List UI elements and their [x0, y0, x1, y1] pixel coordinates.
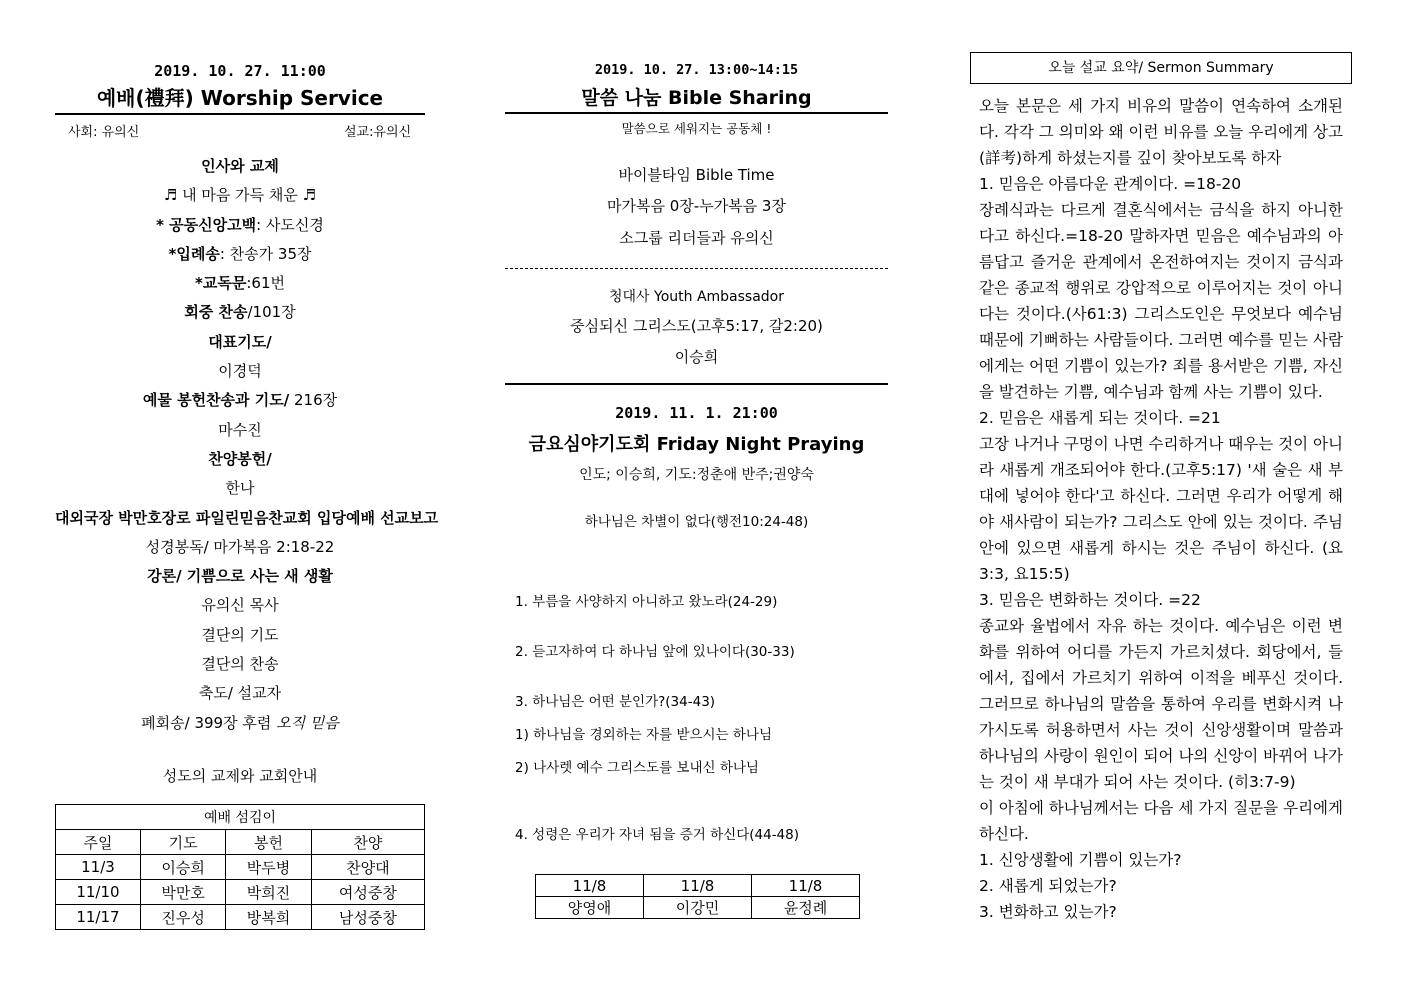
duty-header: 봉헌	[226, 830, 311, 855]
friday-roles: 인도; 이승희, 기도:정춘애 반주;권양숙	[579, 467, 814, 483]
worship-order	[55, 152, 439, 738]
order-item: 결단의 기도	[201, 625, 279, 644]
friday-point: 2) 나사렛 예수 그리스도를 보내신 하나님	[515, 760, 759, 776]
friday-point: 4. 성령은 우리가 자녀 됨을 증거 하신다(44-48)	[515, 827, 800, 843]
order-item: *입례송: 찬송가 35장	[168, 244, 312, 263]
sermon-body	[979, 93, 1343, 925]
youth-speaker: 이승희	[674, 348, 719, 366]
duty-cell: 여성중창	[311, 880, 424, 905]
worship-divider	[55, 113, 425, 115]
order-item: 유의신 목사	[201, 596, 279, 615]
duty-cell: 11/3	[56, 855, 141, 880]
order-item: * 공동신앙고백: 사도신경	[156, 215, 324, 234]
friday-duty-header: 11/8	[536, 875, 644, 897]
order-item: 회중 찬송/101장	[184, 303, 296, 322]
bible-time-range: 마가복음 0장-누가복음 3장	[607, 197, 786, 215]
sermon-paragraph: 1. 믿음은 아름다운 관계이다. =18-20	[979, 175, 1242, 193]
friday-point: 1. 부름을 사양하지 아니하고 왔노라(24-29)	[515, 594, 778, 610]
friday-duty-header: 11/8	[644, 875, 752, 897]
bible-sharing-motto: 말씀으로 세워지는 공동체 !	[621, 121, 772, 136]
sermon-paragraph: 2. 믿음은 새롭게 되는 것이다. =21	[979, 409, 1221, 427]
order-item: 축도/ 설교자	[198, 684, 282, 703]
table-row	[56, 880, 425, 905]
table-row	[56, 905, 425, 930]
sermon-paragraph: 2. 새롭게 되었는가?	[979, 877, 1117, 895]
friday-point: 2. 듣고자하여 다 하나님 앞에 있나이다(30-33)	[515, 644, 795, 660]
order-item: 대외국장 박만호장로 파일린믿음찬교회 입당예배 선교보고	[55, 508, 439, 527]
sermon-paragraph: 이 아침에 하나님께서는 다음 세 가지 질문을 우리에게 하신다.	[979, 799, 1343, 843]
duty-cell: 박두병	[226, 855, 311, 880]
sermon-paragraph: 고장 나거나 구멍이 나면 수리하거나 때우는 것이 아니라 새롭게 개조되어야 한다.(고후5:17) '새 술은 새 부대에 넣어야 한다'고 하신다. 그러면 우리가 어떻게 해야 새사람이 되는가? 그리스도 안에 있는 것이다. 주님 안에 있으면 새롭게 하시는 것은 주님이 하신다. (요3:3, 요15:5)	[979, 435, 1343, 583]
sermon-heading: 오늘 설교 요약/ Sermon Summary	[970, 52, 1352, 84]
duty-cell: 박만호	[140, 880, 225, 905]
table-row	[56, 855, 425, 880]
worship-presider: 사회: 유의신	[68, 125, 140, 140]
duty-table-title: 예배 섬김이	[56, 805, 425, 830]
friday-title: 금요심야기도회 Friday Night Praying	[528, 434, 865, 455]
friday-duty-header: 11/8	[752, 875, 860, 897]
sermon-paragraph: 장례식과는 다르게 결혼식에서는 금식을 하지 아니한다고 하신다.=18-20 말하자면 믿음은 예수님과의 아름답고 즐거운 관계에서 온전하여지는 것이지 금식과 같은 종교적 행위로 강압적으로 이루어지는 것이 아니다는 것이다.(사61:3) 그리스도인은 무엇보다 예수님 때문에 기뻐하는 사람들이다. 그러면 예수를 믿는 사람에게는 어떤 기쁨이 있는가? 죄를 용서받은 기쁨, 자신을 발견하는 기쁨, 예수님과 함께 사는 기쁨이 있다.	[979, 201, 1343, 401]
order-item: 강론/ 기쁨으로 사는 새 생활	[147, 567, 333, 586]
duty-cell: 찬양대	[311, 855, 424, 880]
duty-header: 주일	[56, 830, 141, 855]
bible-time-heading: 바이블타임 Bible Time	[618, 166, 775, 184]
friday-duty-cell: 이강민	[644, 897, 752, 919]
order-item: ♬ 내 마음 가득 채운 ♬	[163, 186, 317, 205]
worship-duty-table	[55, 804, 425, 930]
worship-title: 예배(禮拜) Worship Service	[96, 86, 384, 110]
order-item: 대표기도/	[208, 332, 272, 351]
duty-cell: 방복희	[226, 905, 311, 930]
order-item: 마수진	[218, 420, 262, 439]
duty-cell: 박희진	[226, 880, 311, 905]
order-item: 한나	[225, 479, 255, 498]
youth-topic: 중심되신 그리스도(고후5:17, 갈2:20)	[570, 317, 823, 335]
worship-preacher: 설교:유의신	[344, 125, 412, 140]
order-item: 성경봉독/ 마가복음 2:18-22	[145, 537, 335, 556]
order-item: 이경덕	[218, 362, 262, 381]
friday-date: 2019. 11. 1. 21:00	[615, 404, 778, 422]
bible-sharing-date: 2019. 10. 27. 13:00~14:15	[594, 62, 799, 78]
duty-header: 기도	[140, 830, 225, 855]
bible-time-leader: 소그룹 리더들과 유의신	[619, 229, 774, 247]
order-item: 찬양봉헌/	[208, 449, 272, 468]
duty-cell: 이승희	[140, 855, 225, 880]
duty-cell: 진우성	[140, 905, 225, 930]
friday-divider	[505, 383, 888, 385]
table-row	[536, 897, 860, 919]
fellowship-heading: 성도의 교제와 교회안내	[162, 767, 318, 785]
sermon-paragraph: 3. 변화하고 있는가?	[979, 903, 1117, 921]
duty-cell: 11/17	[56, 905, 141, 930]
sermon-paragraph: 1. 신앙생활에 기쁨이 있는가?	[979, 851, 1182, 869]
sermon-paragraph: 오늘 본문은 세 가지 비유의 말씀이 연속하여 소개된다. 각각 그 의미와 왜 이런 비유를 오늘 우리에게 상고(詳考)하게 하셨는지를 깊이 찾아보도록 하자	[979, 97, 1343, 167]
order-item: *교독문:61번	[195, 274, 285, 293]
order-item: 결단의 찬송	[201, 655, 279, 674]
order-item: 인사와 교제	[201, 157, 279, 175]
worship-date: 2019. 10. 27. 11:00	[154, 62, 326, 80]
bible-sharing-title: 말씀 나눔 Bible Sharing	[581, 87, 812, 109]
duty-cell: 11/10	[56, 880, 141, 905]
bible-sharing-divider	[505, 112, 888, 114]
friday-duty-cell: 윤정례	[752, 897, 860, 919]
friday-theme: 하나님은 차별이 없다(행전10:24-48)	[584, 514, 809, 530]
friday-point: 3. 하나님은 어떤 분인가?(34-43)	[515, 694, 716, 710]
sermon-paragraph: 종교와 율법에서 자유 하는 것이다. 예수님은 이런 변화를 위하여 어디를 가든지 가르치셨다. 회당에서, 들에서, 집에서 가르치기 위하여 이적을 베푸신 것이다. 그러므로 하나님의 말씀을 통하여 우리를 변화시켜 나가시도록 허용하면서 사는 것이 신앙생활이며 말씀과 하나님의 사랑이 원인이 되어 나의 신앙이 바뀌어 나가는 것이 새 부대가 되어 사는 것이다. (히3:7-9)	[979, 617, 1343, 791]
youth-heading: 청대사 Youth Ambassador	[608, 289, 785, 305]
friday-duty-table	[535, 874, 860, 919]
dashed-divider	[505, 268, 888, 269]
friday-point: 1) 하나님을 경외하는 자를 받으시는 하나님	[515, 727, 773, 743]
order-item: 폐회송/ 399장 후렴 오직 믿음	[141, 713, 339, 732]
order-item: 예물 봉헌찬송과 기도/ 216장	[142, 391, 338, 410]
friday-duty-cell: 양영애	[536, 897, 644, 919]
duty-header: 찬양	[311, 830, 424, 855]
sermon-paragraph: 3. 믿음은 변화하는 것이다. =22	[979, 591, 1201, 609]
duty-cell: 남성중창	[311, 905, 424, 930]
